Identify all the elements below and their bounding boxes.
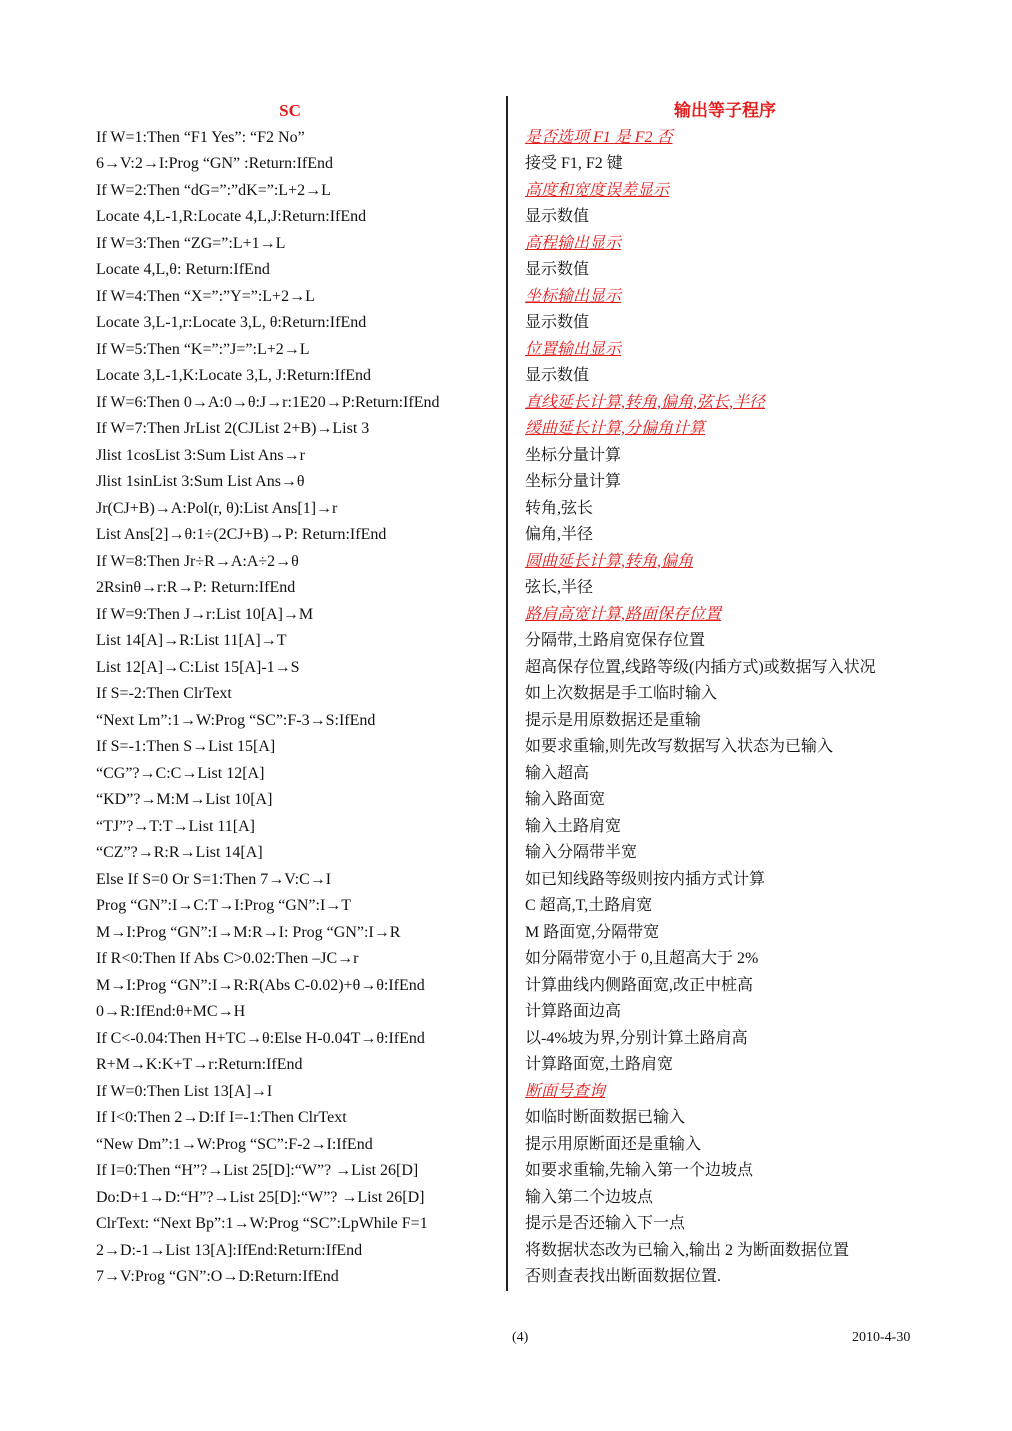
- code-line: Else If S=0 Or S=1:Then 7→V:C→I: [96, 870, 332, 888]
- code-line: If S=-1:Then S→List 15[A]: [96, 738, 276, 755]
- comment-line: 显示数值: [525, 261, 590, 278]
- comment-line: 偏角,半径: [525, 526, 594, 543]
- column-divider: [506, 96, 508, 1291]
- comment-line: 提示用原断面还是重输入: [525, 1135, 702, 1153]
- code-line: 2→D:-1→List 13[A]:IfEnd:Return:IfEnd: [96, 1241, 363, 1259]
- section-title: 断面号查询: [525, 1082, 606, 1100]
- code-line: If I<0:Then 2→D:If I=-1:Then ClrText: [96, 1109, 347, 1126]
- code-line: Locate 3,L-1,K:Locate 3,L, J:Return:IfEnd: [96, 367, 372, 384]
- section-title: 缓曲延长计算,分偏角计算: [525, 420, 706, 437]
- comment-line: 输入土路肩宽: [525, 817, 622, 835]
- section-title: 高程输出显示: [525, 234, 622, 252]
- code-line: If W=6:Then 0→A:0→θ:J→r:1E20→P:Return:IfEnd: [96, 393, 440, 411]
- code-heading: SC: [279, 101, 301, 120]
- comment-line: 以-4%坡为界,分别计算土路肩高: [525, 1029, 748, 1047]
- comment-line: 显示数值: [525, 314, 590, 331]
- comment-line: 转角,弦长: [525, 499, 594, 517]
- code-line: If W=7:Then JrList 2(CJList 2+B)→List 3: [96, 420, 370, 437]
- comment-line: 计算路面宽,土路肩宽: [525, 1056, 674, 1073]
- code-line: Locate 4,L-1,R:Locate 4,L,J:Return:IfEnd: [96, 208, 367, 225]
- code-line: 7→V:Prog “GN”:O→D:Return:IfEnd: [96, 1268, 339, 1285]
- comment-line: 输入分隔带半宽: [525, 844, 638, 861]
- code-line: Do:D+1→D:“H”?→List 25[D]:“W”? →List 26[D]: [96, 1188, 425, 1206]
- code-line: If W=1:Then “F1 Yes”: “F2 No”: [96, 128, 305, 146]
- code-line: If W=8:Then Jr÷R→A:A÷2→θ: [96, 552, 299, 570]
- code-line: List Ans[2]→θ:1÷(2CJ+B)→P: Return:IfEnd: [96, 526, 387, 543]
- code-line: ClrText: “Next Bp”:1→W:Prog “SC”:LpWhile F=1: [96, 1215, 428, 1232]
- comment-line: 如要求重输,先输入第一个边坡点: [525, 1162, 754, 1179]
- code-line: “TJ”?→T:T→List 11[A]: [96, 817, 256, 835]
- section-title: 直线延长计算,转角,偏角,弦长,半径: [525, 393, 766, 411]
- comment-line: 坐标分量计算: [525, 446, 622, 464]
- comment-column: [525, 98, 965, 1291]
- page-number: (4): [512, 1330, 529, 1345]
- code-line: “KD”?→M:M→List 10[A]: [96, 791, 273, 808]
- code-line: “New Dm”:1→W:Prog “SC”:F-2→I:IfEnd: [96, 1135, 373, 1153]
- code-line: 0→R:IfEnd:θ+MC→H: [96, 1003, 246, 1020]
- comment-line: 分隔带,土路肩宽保存位置: [525, 632, 706, 649]
- code-line: “CG”?→C:C→List 12[A]: [96, 764, 265, 782]
- section-title: 路肩高宽计算,路面保存位置: [525, 605, 722, 623]
- code-line: List 12[A]→C:List 15[A]-1→S: [96, 658, 300, 676]
- code-line: Locate 3,L-1,r:Locate 3,L, θ:Return:IfEnd: [96, 314, 367, 331]
- comment-line: 提示是否还输入下一点: [525, 1215, 686, 1232]
- code-line: Jr(CJ+B)→A:Pol(r, θ):List Ans[1]→r: [96, 499, 338, 517]
- code-line: M→I:Prog “GN”:I→R:R(Abs C-0.02)+θ→θ:IfEnd: [96, 976, 425, 994]
- comment-line: 坐标分量计算: [525, 473, 622, 490]
- comment-line: 计算曲线内侧路面宽,改正中桩高: [525, 976, 754, 994]
- code-line: If W=4:Then “X=”:”Y=”:L+2→L: [96, 287, 315, 305]
- code-line: 6→V:2→I:Prog “GN” :Return:IfEnd: [96, 155, 333, 172]
- code-line: If I=0:Then “H”?→List 25[D]:“W”? →List 26[D]: [96, 1162, 419, 1179]
- code-line: M→I:Prog “GN”:I→M:R→I: Prog “GN”:I→R: [96, 923, 401, 941]
- comment-line: 输入第二个边坡点: [525, 1188, 654, 1206]
- comment-line: 如已知线路等级则按内插方式计算: [525, 870, 766, 888]
- comment-line: 显示数值: [525, 208, 590, 225]
- code-line: If W=0:Then List 13[A]→I: [96, 1082, 273, 1100]
- comment-line: 显示数值: [525, 367, 590, 384]
- comment-heading: 输出等子程序: [674, 101, 776, 120]
- code-line: Locate 4,L,θ: Return:IfEnd: [96, 261, 270, 278]
- section-title: 高度和宽度误差显示: [525, 181, 670, 199]
- comment-line: 如上次数据是手工临时输入: [525, 685, 718, 702]
- code-line: Jlist 1sinList 3:Sum List Ans→θ: [96, 473, 305, 490]
- code-line: “CZ”?→R:R→List 14[A]: [96, 844, 263, 861]
- section-title: 圆曲延长计算,转角,偏角: [525, 552, 694, 570]
- code-line: If W=2:Then “dG=”:”dK=”:L+2→L: [96, 181, 331, 199]
- section-title: 坐标输出显示: [525, 287, 622, 305]
- comment-line: 超高保存位置,线路等级(内插方式)或数据写入状况: [525, 658, 876, 676]
- comment-line: M 路面宽,分隔带宽: [525, 923, 660, 941]
- comment-line: C 超高,T,土路肩宽: [525, 897, 653, 914]
- code-line: If W=5:Then “K=”:”J=”:L+2→L: [96, 340, 310, 358]
- code-line: R+M→K:K+T→r:Return:IfEnd: [96, 1056, 303, 1073]
- code-line: List 14[A]→R:List 11[A]→T: [96, 632, 287, 649]
- code-line: If R<0:Then If Abs C>0.02:Then –JC→r: [96, 950, 359, 967]
- comment-line: 否则查表找出断面数据位置.: [525, 1268, 722, 1285]
- code-line: Jlist 1cosList 3:Sum List Ans→r: [96, 446, 305, 464]
- section-title: 是否选项 F1 是 F2 否: [525, 128, 673, 146]
- comment-line: 弦长,半径: [525, 579, 594, 596]
- code-line: 2Rsinθ→r:R→P: Return:IfEnd: [96, 579, 296, 596]
- section-title: 位置输出显示: [525, 340, 622, 358]
- comment-line: 接受 F1, F2 键: [525, 155, 623, 172]
- code-line: If C<-0.04:Then H+TC→θ:Else H-0.04T→θ:IfEnd: [96, 1029, 425, 1047]
- page-date: 2010-4-30: [852, 1330, 911, 1345]
- comment-line: 如要求重输,则先改写数据写入状态为已输入: [525, 738, 834, 755]
- code-column: [96, 98, 496, 1291]
- code-line: If S=-2:Then ClrText: [96, 685, 232, 702]
- comment-line: 计算路面边高: [525, 1003, 622, 1020]
- comment-line: 如临时断面数据已输入: [525, 1109, 686, 1126]
- comment-line: 输入超高: [525, 764, 590, 782]
- code-line: Prog “GN”:I→C:T→I:Prog “GN”:I→T: [96, 897, 352, 914]
- code-line: “Next Lm”:1→W:Prog “SC”:F-3→S:IfEnd: [96, 711, 376, 729]
- comment-line: 提示是用原数据还是重输: [525, 711, 702, 729]
- code-line: If W=3:Then “ZG=”:L+1→L: [96, 234, 286, 252]
- comment-line: 如分隔带宽小于 0,且超高大于 2%: [525, 950, 759, 967]
- comment-line: 输入路面宽: [525, 791, 606, 808]
- comment-line: 将数据状态改为已输入,输出 2 为断面数据位置: [525, 1241, 850, 1259]
- code-line: If W=9:Then J→r:List 10[A]→M: [96, 605, 314, 623]
